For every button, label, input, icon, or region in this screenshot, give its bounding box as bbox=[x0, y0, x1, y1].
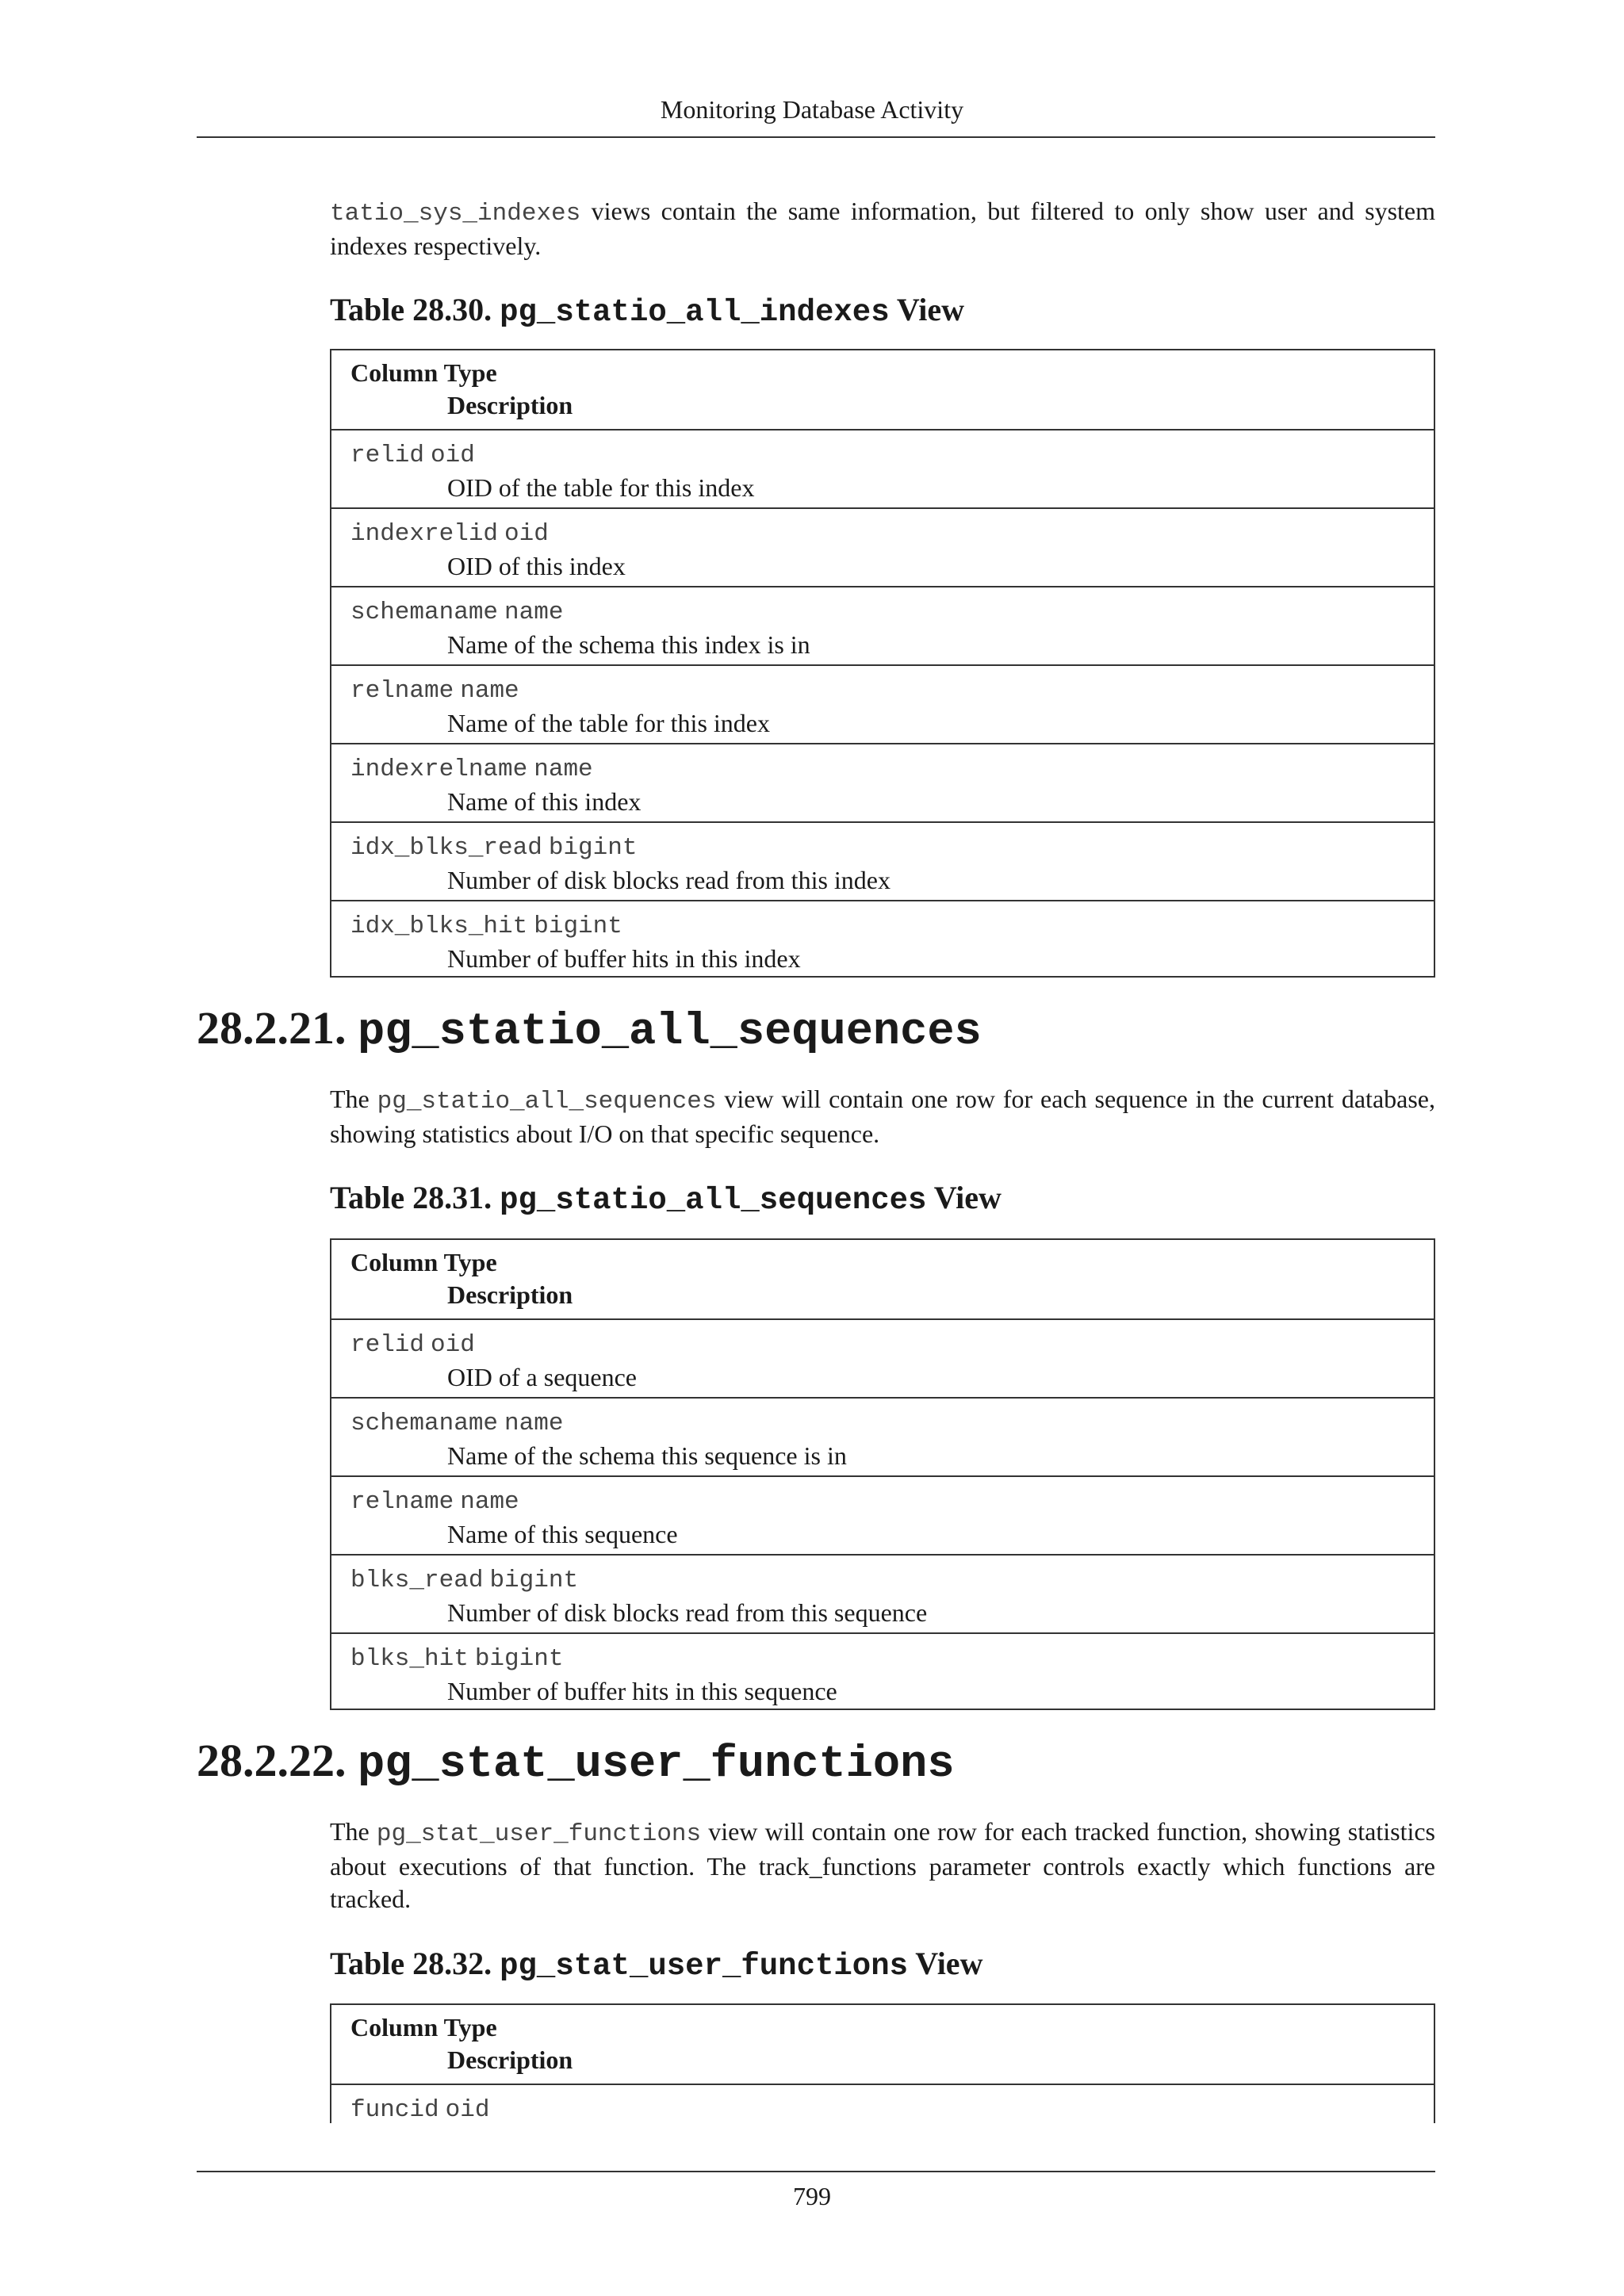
column-name: funcid bbox=[350, 2096, 439, 2123]
para-prefix: The bbox=[330, 1085, 377, 1113]
column-type: name bbox=[460, 1488, 519, 1516]
column-description: Number of buffer hits in this sequence bbox=[447, 1677, 837, 1705]
column-description: OID of the table for this index bbox=[447, 473, 755, 502]
header-rule bbox=[197, 136, 1435, 138]
column-description: Name of the schema this sequence is in bbox=[447, 1441, 847, 1470]
table-row bbox=[331, 900, 1434, 978]
table-row bbox=[331, 1475, 1434, 1554]
column-description: Number of buffer hits in this index bbox=[447, 944, 801, 973]
column-description: Number of disk blocks read from this index bbox=[447, 866, 891, 894]
table-30 bbox=[330, 349, 1435, 978]
column-description: Name of this index bbox=[447, 787, 642, 816]
column-description: OID of a sequence bbox=[447, 1363, 637, 1391]
para-code: pg_stat_user_functions bbox=[376, 1820, 702, 1848]
table-30-caption-code: pg_statio_all_indexes bbox=[500, 295, 890, 330]
table-header-row bbox=[331, 2005, 1434, 2084]
column-type: bigint bbox=[534, 913, 622, 940]
column-type-header: Column Type bbox=[350, 358, 497, 387]
table-31-caption-suffix: View bbox=[926, 1180, 1002, 1215]
column-name: indexrelname bbox=[350, 756, 528, 783]
column-name: schemaname bbox=[350, 599, 499, 626]
table-30-caption-prefix: Table 28.30. bbox=[330, 292, 500, 327]
table-row bbox=[331, 743, 1434, 821]
column-type-header: Column Type bbox=[350, 1248, 497, 1276]
para-text: view will contain one row for each tracked function, showing statistics about executions of that function. The track_functions parameter controls exactly which functions are tracked. bbox=[330, 1817, 1436, 1913]
description-header: Description bbox=[447, 391, 573, 419]
table-row bbox=[331, 1554, 1434, 1632]
column-name: idx_blks_read bbox=[350, 834, 542, 862]
section-heading-28-2-21 bbox=[197, 1001, 982, 1060]
column-name: relid bbox=[350, 1331, 425, 1359]
column-type: oid bbox=[431, 442, 475, 469]
column-description: OID of this index bbox=[447, 552, 626, 580]
table-32-caption-prefix: Table 28.32. bbox=[330, 1946, 500, 1981]
section-code: pg_stat_user_functions bbox=[358, 1739, 955, 1790]
column-type: name bbox=[534, 756, 593, 783]
intro-text: views contain the same information, but filtered to only show user and system indexes respectively. bbox=[330, 197, 1435, 260]
column-name: relid bbox=[350, 442, 425, 469]
para-prefix: The bbox=[330, 1817, 377, 1846]
column-type: name bbox=[504, 1410, 564, 1437]
table-row bbox=[331, 586, 1434, 664]
column-type: bigint bbox=[548, 834, 638, 862]
running-header: Monitoring Database Activity bbox=[660, 95, 964, 124]
column-name: relname bbox=[350, 677, 454, 705]
table-row bbox=[331, 429, 1434, 507]
column-type: bigint bbox=[474, 1645, 564, 1673]
para-code: pg_statio_all_sequences bbox=[377, 1088, 717, 1115]
column-description: Number of disk blocks read from this sequence bbox=[447, 1598, 928, 1627]
column-type: oid bbox=[431, 1331, 475, 1359]
column-name: blks_read bbox=[350, 1567, 484, 1594]
column-name: blks_hit bbox=[350, 1645, 469, 1673]
column-type: oid bbox=[445, 2096, 490, 2123]
column-name: indexrelid bbox=[350, 520, 499, 548]
table-32-caption-code: pg_stat_user_functions bbox=[500, 1949, 909, 1984]
table-header-row bbox=[331, 1240, 1434, 1318]
table-row bbox=[331, 2084, 1434, 2123]
table-31-caption-prefix: Table 28.31. bbox=[330, 1180, 500, 1215]
section-22-paragraph bbox=[330, 1816, 1435, 1915]
table-30-caption-suffix: View bbox=[889, 292, 965, 327]
table-header-row bbox=[331, 350, 1434, 429]
column-type: name bbox=[504, 599, 564, 626]
para-text: view will contain one row for each sequence in the current database, showing statistics about I/O on that specific sequence. bbox=[330, 1085, 1436, 1148]
column-type: name bbox=[460, 677, 519, 705]
table-row bbox=[331, 821, 1434, 900]
column-description: Name of the schema this index is in bbox=[447, 630, 810, 659]
section-code: pg_statio_all_sequences bbox=[358, 1007, 982, 1058]
table-32 bbox=[330, 2003, 1435, 2123]
description-header: Description bbox=[447, 1280, 573, 1309]
table-31-caption bbox=[330, 1178, 1002, 1220]
column-type: bigint bbox=[489, 1567, 579, 1594]
column-name: schemaname bbox=[350, 1410, 499, 1437]
description-header: Description bbox=[447, 2045, 573, 2074]
table-row bbox=[331, 1632, 1434, 1710]
column-description: Name of the table for this index bbox=[447, 709, 770, 737]
column-type-header: Column Type bbox=[350, 2013, 497, 2042]
table-32-caption-suffix: View bbox=[908, 1946, 983, 1981]
column-name: relname bbox=[350, 1488, 454, 1516]
column-description: Name of this sequence bbox=[447, 1520, 678, 1548]
table-30-caption bbox=[330, 290, 964, 332]
section-number: 28.2.21. bbox=[197, 1002, 358, 1054]
section-number: 28.2.22. bbox=[197, 1735, 358, 1786]
table-row bbox=[331, 664, 1434, 743]
table-31 bbox=[330, 1238, 1435, 1710]
table-row bbox=[331, 507, 1434, 586]
table-31-caption-code: pg_statio_all_sequences bbox=[500, 1183, 927, 1218]
table-row bbox=[331, 1397, 1434, 1475]
table-32-caption bbox=[330, 1944, 982, 1986]
page-number: 799 bbox=[793, 2182, 831, 2210]
footer-rule bbox=[197, 2171, 1435, 2172]
intro-code: tatio_sys_indexes bbox=[330, 200, 581, 228]
column-name: idx_blks_hit bbox=[350, 913, 528, 940]
section-heading-28-2-22 bbox=[197, 1733, 955, 1793]
section-21-paragraph bbox=[330, 1083, 1435, 1150]
table-row bbox=[331, 1318, 1434, 1397]
intro-paragraph bbox=[330, 195, 1435, 262]
column-type: oid bbox=[504, 520, 549, 548]
